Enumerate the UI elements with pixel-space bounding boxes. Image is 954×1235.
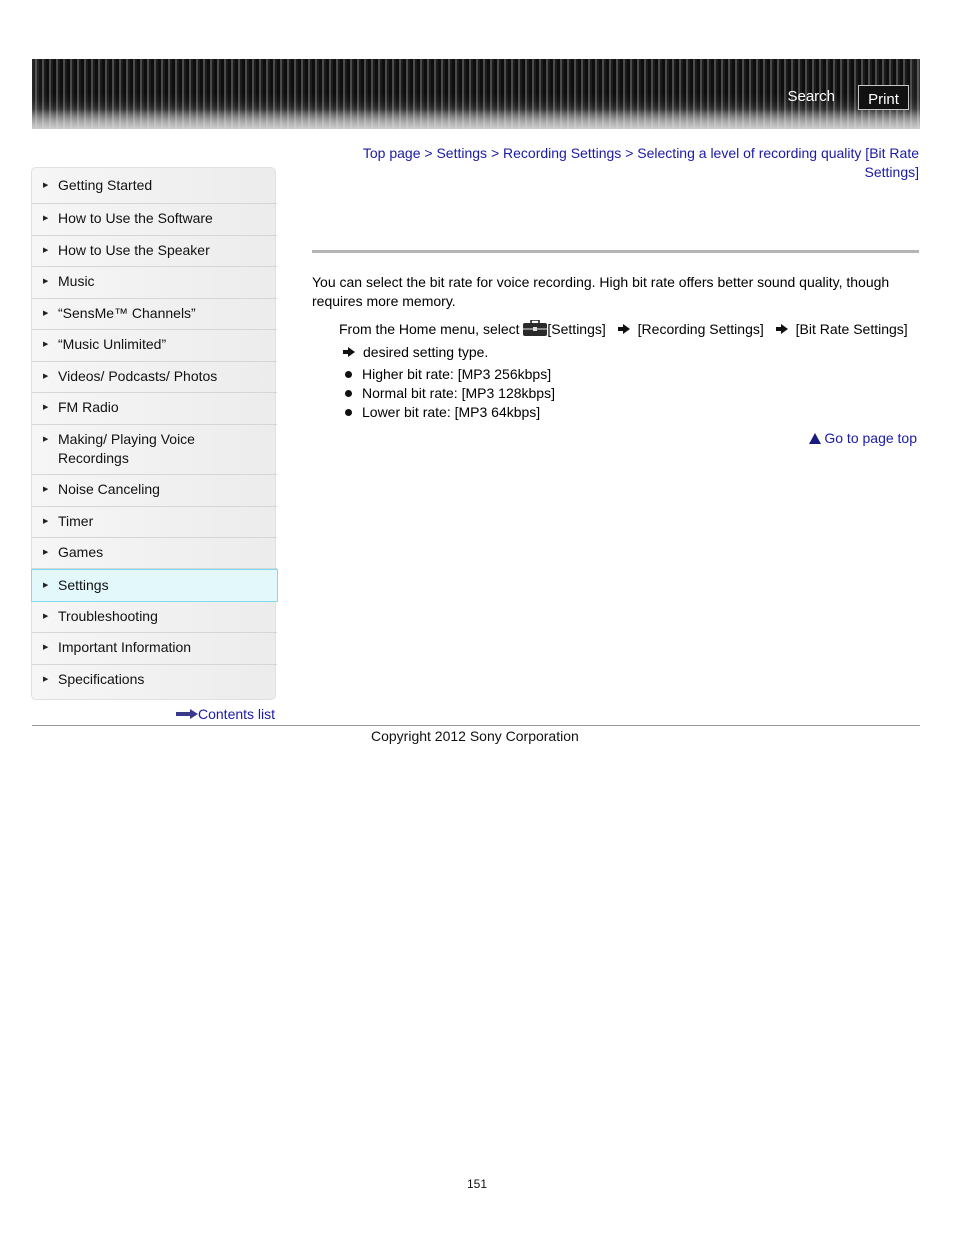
breadcrumb-separator: > bbox=[625, 145, 634, 161]
sidebar-item-games[interactable] bbox=[32, 538, 277, 569]
breadcrumb bbox=[330, 144, 919, 182]
search-link[interactable]: Search bbox=[787, 88, 835, 105]
sidebar-item-label: Games bbox=[58, 544, 104, 560]
sidebar-item-how-to-use-the-software[interactable] bbox=[32, 204, 277, 236]
triangle-right-icon: ▶ bbox=[43, 404, 49, 411]
triangle-right-icon: ▶ bbox=[43, 676, 49, 683]
triangle-right-icon: ▶ bbox=[43, 182, 49, 189]
triangle-right-icon: ▶ bbox=[43, 436, 49, 443]
sidebar-item-label: FM Radio bbox=[58, 399, 119, 415]
bullet-icon bbox=[345, 371, 352, 378]
triangle-right-icon: ▶ bbox=[43, 341, 49, 348]
triangle-right-icon: ▶ bbox=[43, 486, 49, 493]
arrow-right-icon bbox=[618, 324, 630, 334]
breadcrumb-separator: > bbox=[424, 145, 433, 161]
list-item bbox=[343, 365, 555, 384]
arrow-right-icon bbox=[343, 347, 355, 357]
sidebar-item-label: Timer bbox=[58, 513, 94, 529]
triangle-right-icon: ▶ bbox=[43, 518, 49, 525]
arrow-right-icon bbox=[176, 709, 198, 719]
contents-list-label: Contents list bbox=[198, 706, 276, 722]
option-label: Normal bit rate: [MP3 128kbps] bbox=[362, 385, 555, 401]
go-to-page-top-link[interactable] bbox=[809, 430, 917, 446]
page-top-label: Go to page top bbox=[824, 430, 917, 446]
page-number: 151 bbox=[466, 1177, 488, 1191]
bullet-icon bbox=[345, 409, 352, 416]
intro-text: You can select the bit rate for voice recording. High bit rate offers better sound quality, though requires more memory. bbox=[312, 274, 890, 309]
footer-divider bbox=[32, 725, 920, 726]
triangle-right-icon: ▶ bbox=[43, 613, 49, 620]
page-header bbox=[32, 59, 920, 129]
sidebar-item-label: Videos/ Podcasts/ Photos bbox=[58, 368, 218, 384]
breadcrumb-separator: > bbox=[490, 145, 500, 161]
triangle-up-icon bbox=[809, 433, 821, 444]
sidebar-item-videos-podcasts-photos[interactable] bbox=[32, 362, 277, 393]
sidebar-item-label: How to Use the Speaker bbox=[58, 242, 210, 258]
step-prefix: From the Home menu, select bbox=[339, 321, 520, 337]
sidebar-item-music[interactable] bbox=[32, 267, 277, 299]
procedure-substep bbox=[343, 343, 488, 362]
procedure-step bbox=[339, 320, 919, 339]
sidebar-item-label: Noise Canceling bbox=[58, 481, 160, 497]
sidebar-item-troubleshooting[interactable] bbox=[32, 602, 277, 633]
option-label: Higher bit rate: [MP3 256kbps] bbox=[362, 366, 552, 382]
option-label: Lower bit rate: [MP3 64kbps] bbox=[362, 404, 541, 420]
sidebar-item-fm-radio[interactable] bbox=[32, 393, 277, 425]
sidebar-item-sensme-channels[interactable] bbox=[32, 299, 277, 330]
print-button[interactable]: Print bbox=[858, 85, 909, 110]
sidebar-item-label: “Music Unlimited” bbox=[58, 336, 167, 352]
step-settings: [Settings] bbox=[547, 321, 606, 337]
title-divider bbox=[312, 250, 919, 253]
triangle-right-icon: ▶ bbox=[43, 549, 49, 556]
triangle-right-icon: ▶ bbox=[43, 582, 49, 589]
bullet-icon bbox=[345, 390, 352, 397]
sidebar-item-label: How to Use the Software bbox=[58, 210, 213, 226]
sidebar-item-music-unlimited[interactable] bbox=[32, 330, 277, 362]
copyright-text: Copyright 2012 Sony Corporation bbox=[371, 728, 579, 744]
sidebar-item-settings[interactable] bbox=[31, 569, 278, 602]
triangle-right-icon: ▶ bbox=[43, 278, 49, 285]
breadcrumb-settings[interactable]: Settings bbox=[436, 145, 488, 161]
triangle-right-icon: ▶ bbox=[43, 373, 49, 380]
substep-text: desired setting type. bbox=[363, 344, 489, 360]
sidebar-item-label: Important Information bbox=[58, 639, 192, 655]
list-item bbox=[343, 403, 555, 422]
sidebar-item-label: Troubleshooting bbox=[58, 608, 158, 624]
triangle-right-icon: ▶ bbox=[43, 215, 49, 222]
sidebar-item-timer[interactable] bbox=[32, 507, 277, 538]
step-bit-rate-settings: [Bit Rate Settings] bbox=[795, 321, 908, 337]
contents-list-link[interactable] bbox=[176, 706, 275, 722]
breadcrumb-top-page[interactable]: Top page bbox=[362, 145, 421, 161]
breadcrumb-current-page[interactable]: Selecting a level of recording quality [Bit Rate Settings] bbox=[637, 145, 919, 180]
sidebar-item-getting-started[interactable] bbox=[32, 176, 277, 204]
sidebar-item-label: Settings bbox=[58, 577, 109, 593]
sidebar-item-important-information[interactable] bbox=[32, 633, 277, 665]
sidebar-nav bbox=[31, 167, 276, 700]
sidebar-item-specifications[interactable] bbox=[32, 665, 277, 695]
toolbox-icon bbox=[523, 320, 547, 336]
triangle-right-icon: ▶ bbox=[43, 310, 49, 317]
triangle-right-icon: ▶ bbox=[43, 644, 49, 651]
sidebar-item-noise-canceling[interactable] bbox=[32, 475, 277, 507]
sidebar-item-label: Music bbox=[58, 273, 95, 289]
sidebar-item-how-to-use-the-speaker[interactable] bbox=[32, 236, 277, 267]
sidebar-item-label: Specifications bbox=[58, 671, 145, 687]
triangle-right-icon: ▶ bbox=[43, 247, 49, 254]
sidebar-item-label: Getting Started bbox=[58, 177, 153, 193]
step-recording-settings: [Recording Settings] bbox=[637, 321, 764, 337]
breadcrumb-recording-settings[interactable]: Recording Settings bbox=[503, 145, 622, 161]
sidebar-item-label: Making/ Playing Voice Recordings bbox=[58, 431, 195, 466]
list-item bbox=[343, 384, 555, 403]
sidebar-item-label: “SensMe™ Channels” bbox=[58, 305, 196, 321]
sidebar-item-voice-recordings[interactable] bbox=[32, 425, 277, 475]
options-list bbox=[343, 365, 555, 422]
arrow-right-icon bbox=[776, 324, 788, 334]
